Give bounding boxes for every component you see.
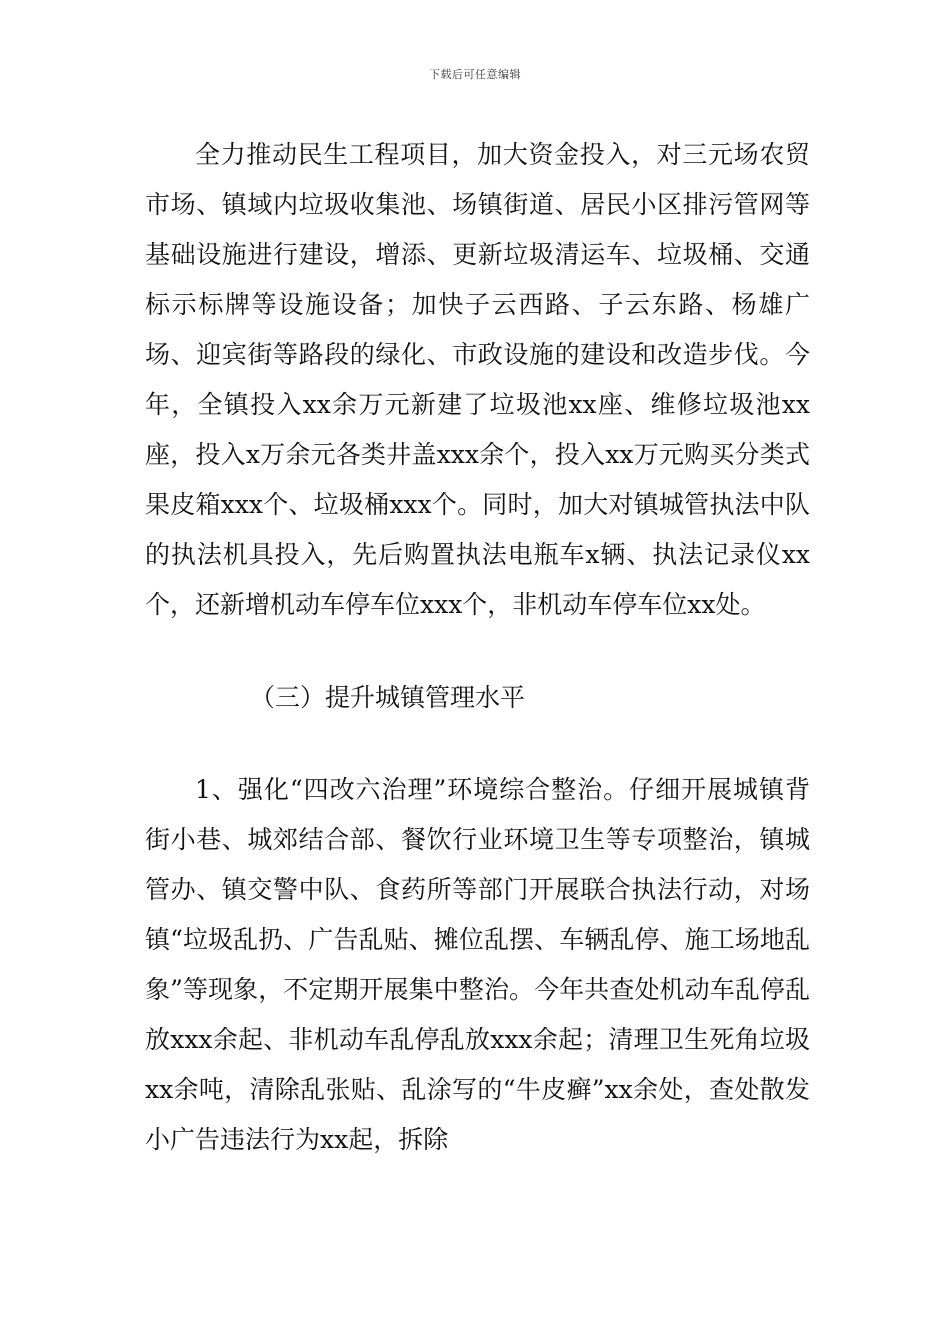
page-header: 下载后可任意编辑 [429, 68, 521, 81]
paragraph-livelihood-projects: 全力推动民生工程项目，加大资金投入，对三元场农贸市场、镇域内垃圾收集池、场镇街道、居民小区排污管网等基础设施进行建设，增添、更新垃圾清运车、垃圾桶、交通标示标牌等设施设备；加快子云西路、子云东路、杨雄广场、迎宾街等路段的绿化、市政设施的建设和改造步伐。今年，全镇投入xx余万元新建了垃圾池xx座、维修垃圾池xx座，投入x万余元各类井盖xxx余个，投入xx万元购买分类式果皮箱xxx个、垃圾桶xxx个。同时，加大对镇城管执法中队的执法机具投入，先后购置执法电瓶车x辆、执法记录仪xx个，还新增机动车停车位xxx个，非机动车停车位xx处。 [145, 140, 810, 619]
document-body [145, 130, 810, 1165]
paragraph-environment-rectification: 1、强化“四改六治理”环境综合整治。仔细开展城镇背街小巷、城郊结合部、餐饮行业环境卫生等专项整治，镇城管办、镇交警中队、食药所等部门开展联合执法行动，对场镇“垃圾乱扔、广告乱贴、摊位乱摆、车辆乱停、施工场地乱象”等现象，不定期开展集中整治。今年共查处机动车乱停乱放xxx余起、非机动车乱停乱放xxx余起；清理卫生死角垃圾xx余吨，清除乱张贴、乱涂写的“牛皮癣”xx余处，查处散发小广告违法行为xx起，拆除 [145, 775, 810, 1154]
section-heading: （三）提升城镇管理水平 [250, 683, 526, 712]
